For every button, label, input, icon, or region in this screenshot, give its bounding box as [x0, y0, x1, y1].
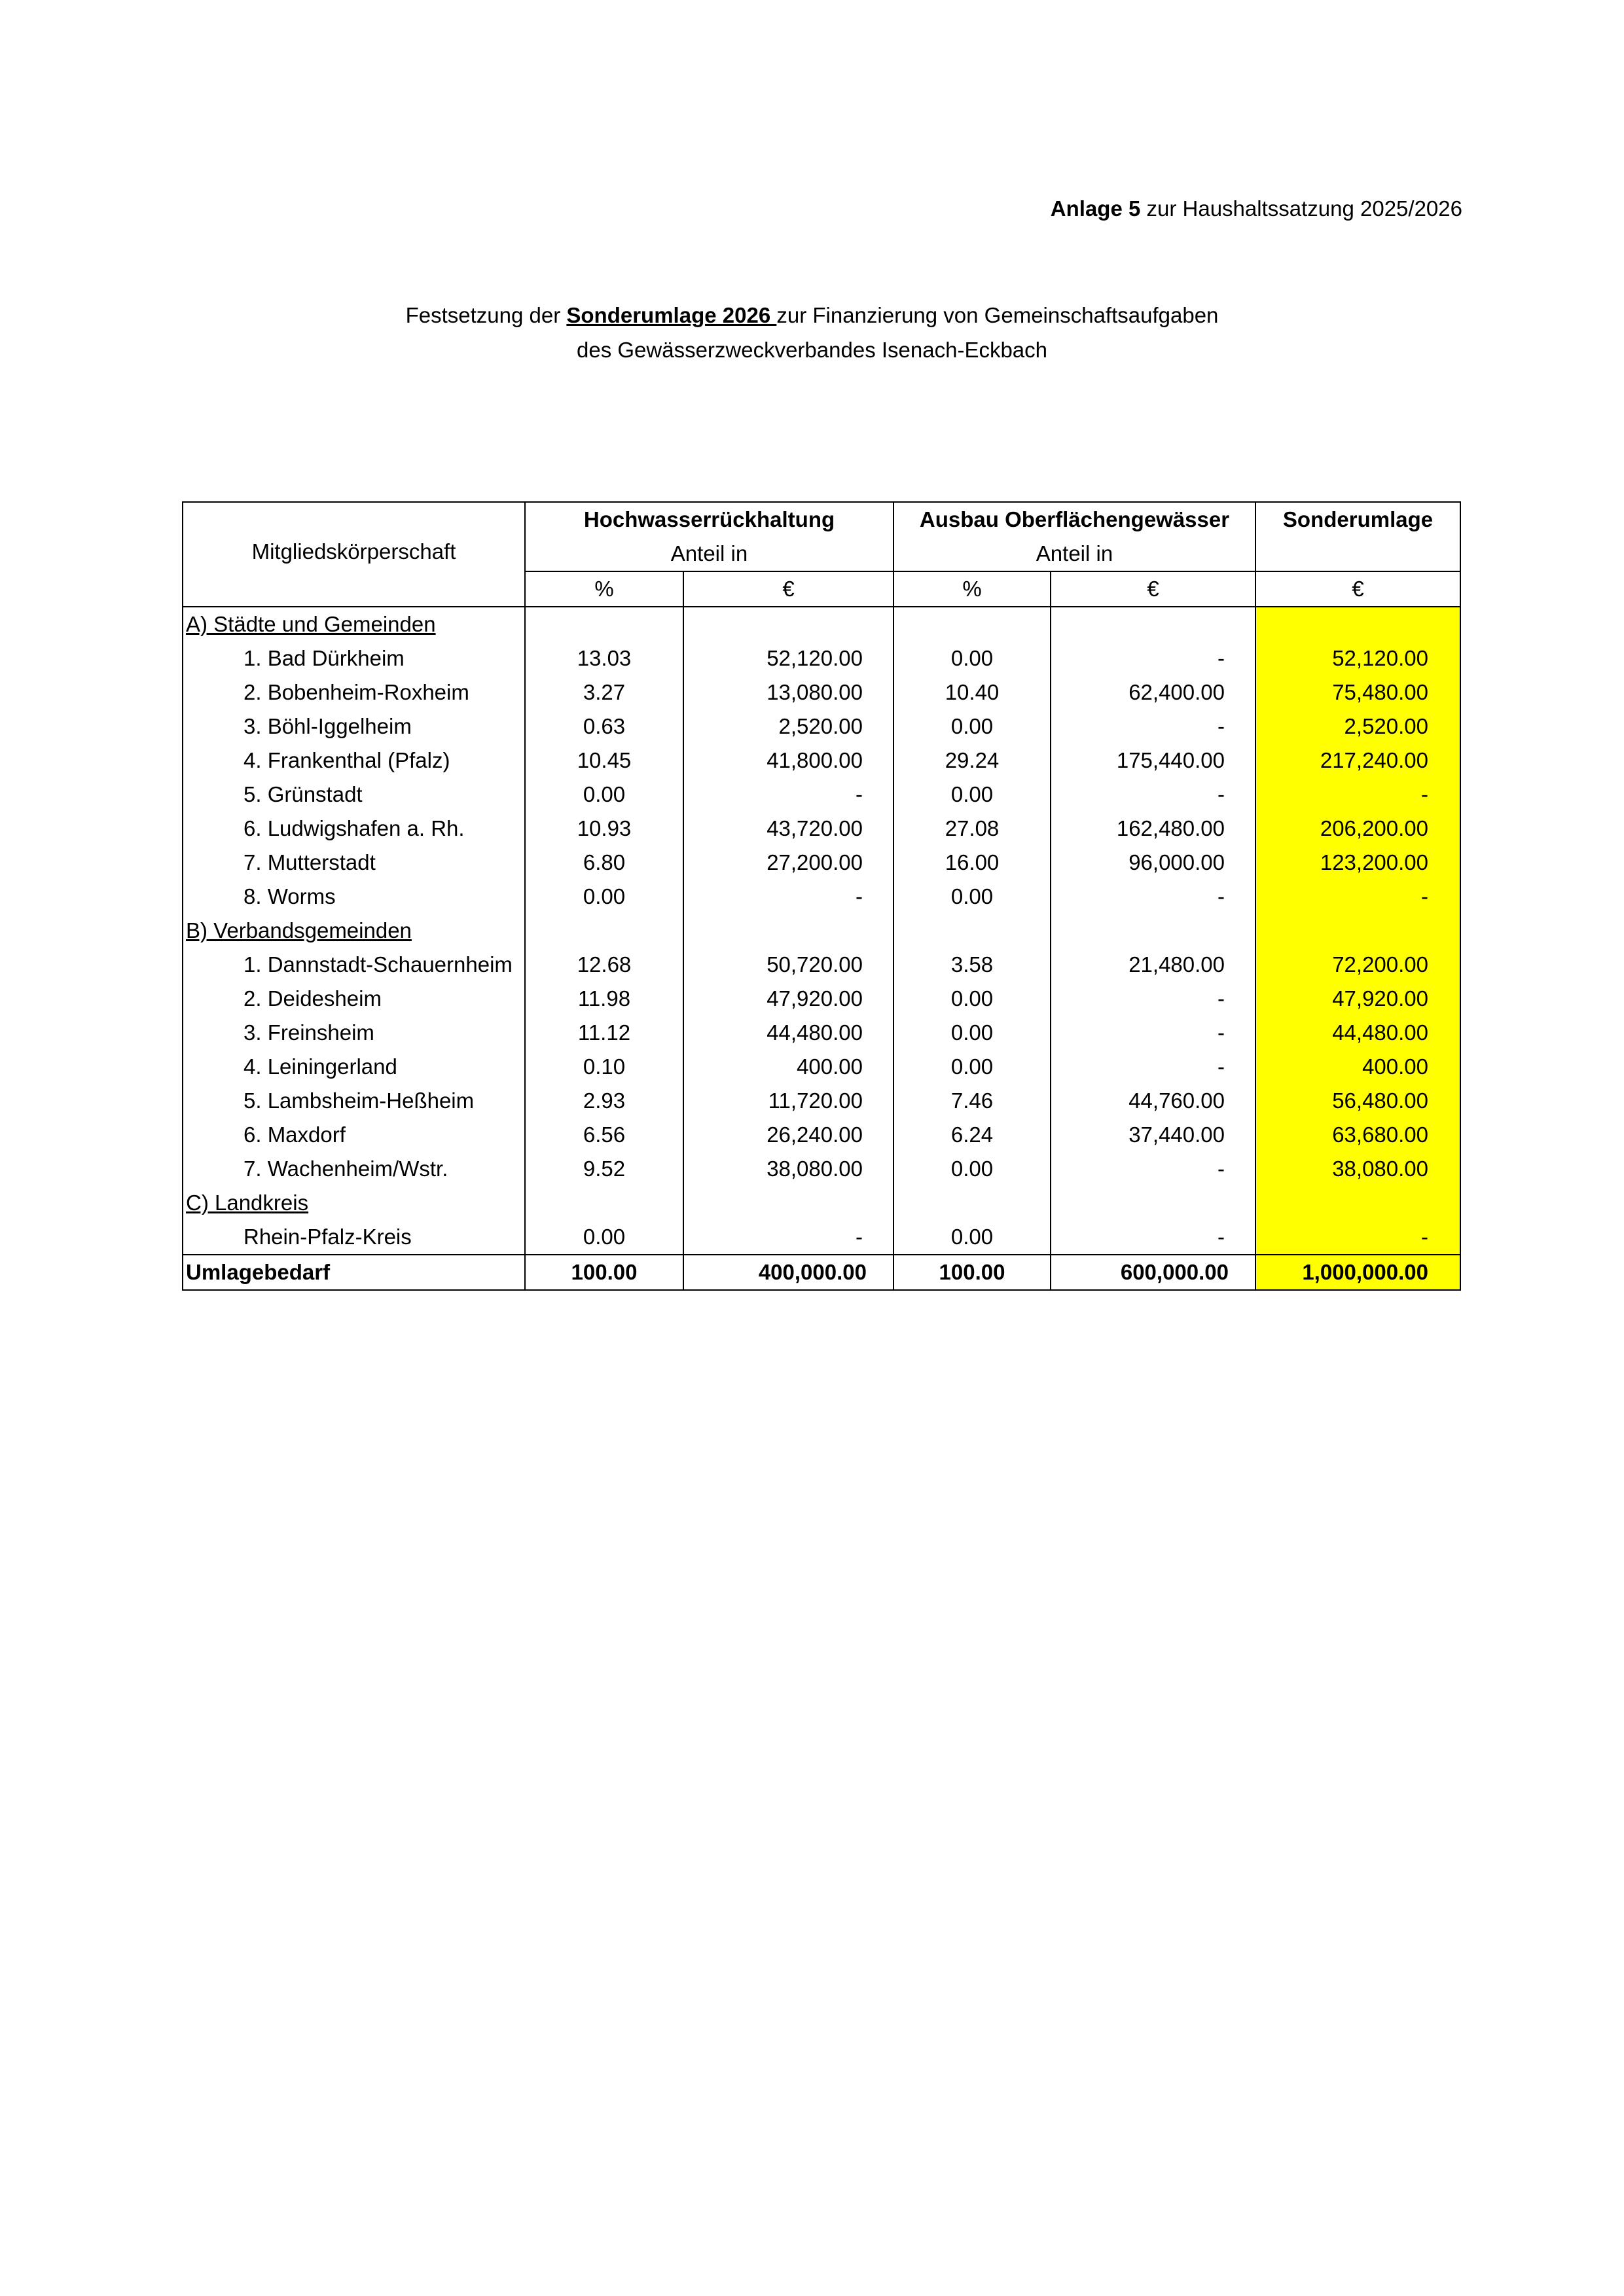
section-blank-levy	[1255, 1186, 1460, 1220]
table-row	[183, 846, 1460, 880]
member-name: 5. Grünstadt	[183, 778, 525, 812]
header-surface-water: Ausbau Oberflächengewässer	[893, 502, 1255, 537]
surface-share-pct: 3.58	[893, 948, 1051, 982]
section-blank	[683, 914, 893, 948]
flood-share-eur: 50,720.00	[683, 948, 893, 982]
table-row	[183, 675, 1460, 709]
surface-share-eur: -	[1051, 778, 1255, 812]
flood-share-pct: 0.10	[525, 1050, 683, 1084]
flood-share-eur: 47,920.00	[683, 982, 893, 1016]
member-name: 2. Bobenheim-Roxheim	[183, 675, 525, 709]
section-blank	[1051, 1186, 1255, 1220]
member-name: 1. Bad Dürkheim	[183, 641, 525, 675]
heading-emphasis: Sonderumlage 2026	[566, 303, 777, 327]
surface-share-pct: 0.00	[893, 880, 1051, 914]
unit-special-eur: €	[1255, 571, 1460, 607]
section-title-cell	[183, 1186, 525, 1220]
section-blank-levy	[1255, 607, 1460, 641]
section-row	[183, 1186, 1460, 1220]
flood-share-eur: 26,240.00	[683, 1118, 893, 1152]
surface-share-eur: 175,440.00	[1051, 744, 1255, 778]
surface-share-pct: 6.24	[893, 1118, 1051, 1152]
surface-share-pct: 0.00	[893, 641, 1051, 675]
surface-share-eur: -	[1051, 1220, 1255, 1255]
section-blank	[893, 607, 1051, 641]
special-levy-eur: 2,520.00	[1255, 709, 1460, 744]
flood-share-pct: 13.03	[525, 641, 683, 675]
flood-share-pct: 6.56	[525, 1118, 683, 1152]
unit-flood-pct: %	[525, 571, 683, 607]
member-name: 7. Wachenheim/Wstr.	[183, 1152, 525, 1186]
flood-share-pct: 11.98	[525, 982, 683, 1016]
surface-share-eur: 62,400.00	[1051, 675, 1255, 709]
special-levy-eur: 63,680.00	[1255, 1118, 1460, 1152]
flood-share-eur: 41,800.00	[683, 744, 893, 778]
surface-share-pct: 0.00	[893, 1016, 1051, 1050]
flood-share-eur: 2,520.00	[683, 709, 893, 744]
flood-share-pct: 0.00	[525, 778, 683, 812]
unit-surface-pct: %	[893, 571, 1051, 607]
surface-share-pct: 29.24	[893, 744, 1051, 778]
section-blank	[525, 607, 683, 641]
special-levy-eur: -	[1255, 1220, 1460, 1255]
table-row	[183, 1118, 1460, 1152]
special-levy-eur: 56,480.00	[1255, 1084, 1460, 1118]
heading-post: zur Finanzierung von Gemeinschaftsaufgaben	[776, 303, 1219, 327]
table-row	[183, 778, 1460, 812]
section-title-cell	[183, 914, 525, 948]
member-name: 6. Maxdorf	[183, 1118, 525, 1152]
flood-share-pct: 10.93	[525, 812, 683, 846]
surface-share-eur: -	[1051, 880, 1255, 914]
flood-share-eur: 38,080.00	[683, 1152, 893, 1186]
surface-share-pct: 27.08	[893, 812, 1051, 846]
special-levy-eur: 217,240.00	[1255, 744, 1460, 778]
surface-share-eur: -	[1051, 1152, 1255, 1186]
surface-share-pct: 0.00	[893, 1220, 1051, 1255]
surface-share-pct: 0.00	[893, 709, 1051, 744]
flood-share-eur: 52,120.00	[683, 641, 893, 675]
header-member: Mitgliedskörperschaft	[183, 502, 525, 571]
surface-share-eur: 162,480.00	[1051, 812, 1255, 846]
surface-share-eur: 44,760.00	[1051, 1084, 1255, 1118]
total-flood-pct: 100.00	[525, 1255, 683, 1290]
header-special-levy: Sonderumlage	[1255, 502, 1460, 537]
annex-label	[1051, 196, 1462, 221]
flood-share-pct: 0.00	[525, 1220, 683, 1255]
total-row	[183, 1255, 1460, 1290]
special-levy-eur: -	[1255, 880, 1460, 914]
section-blank	[525, 1186, 683, 1220]
special-levy-eur: 72,200.00	[1255, 948, 1460, 982]
total-surface-eur: 600,000.00	[1051, 1255, 1255, 1290]
header-flood-retention: Hochwasserrückhaltung	[525, 502, 893, 537]
section-title: C) Landkreis	[186, 1191, 309, 1215]
levy-table	[182, 501, 1461, 1291]
flood-share-pct: 12.68	[525, 948, 683, 982]
table-row	[183, 812, 1460, 846]
flood-share-pct: 9.52	[525, 1152, 683, 1186]
special-levy-eur: 75,480.00	[1255, 675, 1460, 709]
section-blank	[683, 607, 893, 641]
table-row	[183, 1152, 1460, 1186]
surface-share-pct: 7.46	[893, 1084, 1051, 1118]
section-blank	[1051, 607, 1255, 641]
surface-share-eur: -	[1051, 641, 1255, 675]
surface-share-eur: -	[1051, 709, 1255, 744]
surface-share-eur: -	[1051, 982, 1255, 1016]
flood-share-eur: 27,200.00	[683, 846, 893, 880]
table-row	[183, 709, 1460, 744]
section-row	[183, 607, 1460, 641]
surface-share-eur: 21,480.00	[1051, 948, 1255, 982]
member-name: 3. Freinsheim	[183, 1016, 525, 1050]
table-row	[183, 744, 1460, 778]
flood-share-pct: 6.80	[525, 846, 683, 880]
table-row	[183, 880, 1460, 914]
special-levy-eur: 38,080.00	[1255, 1152, 1460, 1186]
special-levy-eur: 400.00	[1255, 1050, 1460, 1084]
annex-reference: zur Haushaltssatzung 2025/2026	[1140, 196, 1462, 221]
header-special-blank	[1255, 537, 1460, 571]
table-row	[183, 948, 1460, 982]
header-member-blank	[183, 571, 525, 607]
special-levy-eur: 206,200.00	[1255, 812, 1460, 846]
member-name: 4. Leiningerland	[183, 1050, 525, 1084]
member-name: 1. Dannstadt-Schauernheim	[183, 948, 525, 982]
flood-share-eur: -	[683, 778, 893, 812]
section-blank	[683, 1186, 893, 1220]
surface-share-eur: 37,440.00	[1051, 1118, 1255, 1152]
section-blank-levy	[1255, 914, 1460, 948]
section-blank	[525, 914, 683, 948]
flood-share-eur: 11,720.00	[683, 1084, 893, 1118]
header-surface-share: Anteil in	[893, 537, 1255, 571]
flood-share-eur: -	[683, 1220, 893, 1255]
surface-share-eur: -	[1051, 1016, 1255, 1050]
table-row	[183, 1220, 1460, 1255]
member-name: 4. Frankenthal (Pfalz)	[183, 744, 525, 778]
special-levy-eur: 47,920.00	[1255, 982, 1460, 1016]
table-body	[183, 607, 1460, 1255]
flood-share-eur: 43,720.00	[683, 812, 893, 846]
member-name: 5. Lambsheim-Heßheim	[183, 1084, 525, 1118]
flood-share-pct: 0.63	[525, 709, 683, 744]
table-row	[183, 1084, 1460, 1118]
section-blank	[893, 1186, 1051, 1220]
table-row	[183, 982, 1460, 1016]
flood-share-pct: 2.93	[525, 1084, 683, 1118]
header-flood-share: Anteil in	[525, 537, 893, 571]
surface-share-pct: 0.00	[893, 982, 1051, 1016]
unit-flood-eur: €	[683, 571, 893, 607]
surface-share-eur: -	[1051, 1050, 1255, 1084]
surface-share-pct: 0.00	[893, 778, 1051, 812]
special-levy-eur: 123,200.00	[1255, 846, 1460, 880]
member-name: 3. Böhl-Iggelheim	[183, 709, 525, 744]
section-blank	[893, 914, 1051, 948]
total-special-levy: 1,000,000.00	[1255, 1255, 1460, 1290]
heading-line-1	[0, 298, 1624, 332]
flood-share-pct: 3.27	[525, 675, 683, 709]
section-blank	[1051, 914, 1255, 948]
heading-pre: Festsetzung der	[405, 303, 567, 327]
flood-share-pct: 10.45	[525, 744, 683, 778]
section-title: A) Städte und Gemeinden	[186, 612, 436, 636]
flood-share-eur: 44,480.00	[683, 1016, 893, 1050]
section-row	[183, 914, 1460, 948]
flood-share-eur: 400.00	[683, 1050, 893, 1084]
section-title-cell	[183, 607, 525, 641]
surface-share-pct: 10.40	[893, 675, 1051, 709]
flood-share-pct: 11.12	[525, 1016, 683, 1050]
total-flood-eur: 400,000.00	[683, 1255, 893, 1290]
flood-share-pct: 0.00	[525, 880, 683, 914]
special-levy-eur: -	[1255, 778, 1460, 812]
table-row	[183, 1050, 1460, 1084]
table-row	[183, 641, 1460, 675]
member-name: 8. Worms	[183, 880, 525, 914]
member-name: 6. Ludwigshafen a. Rh.	[183, 812, 525, 846]
document-heading	[0, 298, 1624, 367]
table-row	[183, 1016, 1460, 1050]
surface-share-pct: 0.00	[893, 1152, 1051, 1186]
total-label: Umlagebedarf	[183, 1255, 525, 1290]
surface-share-eur: 96,000.00	[1051, 846, 1255, 880]
flood-share-eur: -	[683, 880, 893, 914]
annex-number: Anlage 5	[1050, 196, 1141, 221]
special-levy-eur: 52,120.00	[1255, 641, 1460, 675]
surface-share-pct: 16.00	[893, 846, 1051, 880]
special-levy-eur: 44,480.00	[1255, 1016, 1460, 1050]
surface-share-pct: 0.00	[893, 1050, 1051, 1084]
flood-share-eur: 13,080.00	[683, 675, 893, 709]
member-name: 7. Mutterstadt	[183, 846, 525, 880]
total-surface-pct: 100.00	[893, 1255, 1051, 1290]
section-title: B) Verbandsgemeinden	[186, 918, 412, 942]
unit-surface-eur: €	[1051, 571, 1255, 607]
member-name: Rhein-Pfalz-Kreis	[183, 1220, 525, 1255]
heading-line-2: des Gewässerzweckverbandes Isenach-Eckbach	[576, 338, 1048, 362]
member-name: 2. Deidesheim	[183, 982, 525, 1016]
